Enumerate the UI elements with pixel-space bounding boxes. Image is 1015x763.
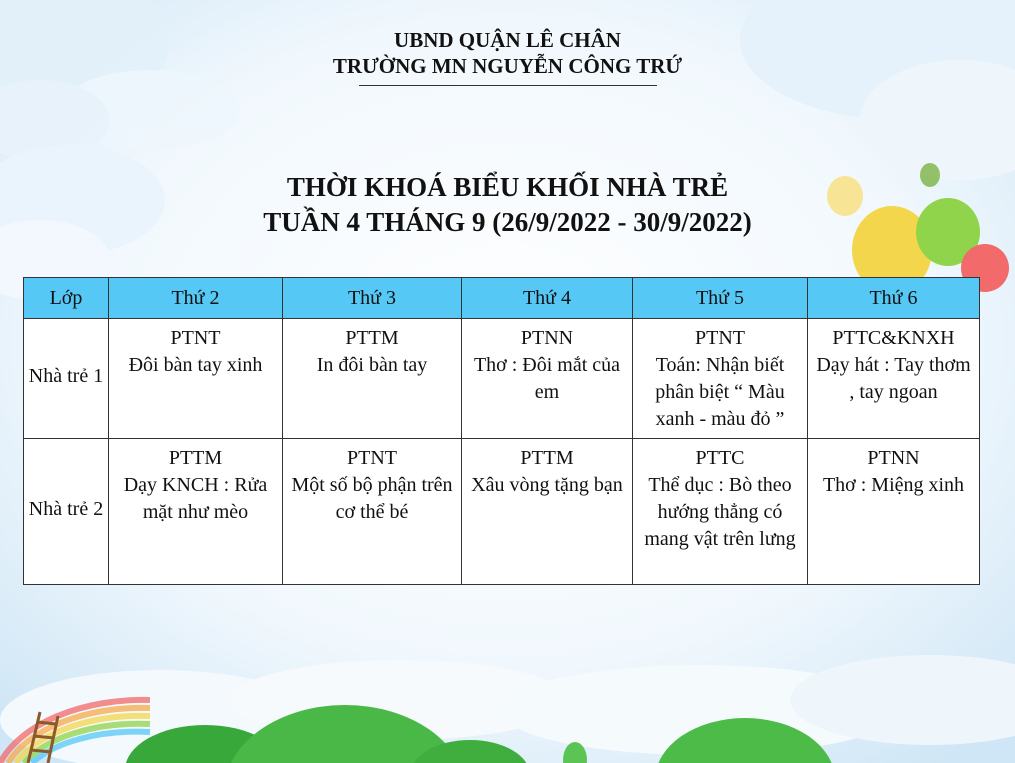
schedule-cell bbox=[283, 439, 462, 585]
activity: Dạy hát : Tay thơm , tay ngoan bbox=[816, 354, 971, 403]
col-header-tuesday: Thứ 3 bbox=[283, 278, 462, 319]
schedule-cell bbox=[109, 319, 283, 439]
activity: Thơ : Đôi mắt của em bbox=[473, 354, 621, 403]
activity: Dạy KNCH : Rửa mặt như mèo bbox=[123, 474, 268, 523]
schedule-cell bbox=[808, 319, 980, 439]
activity: Toán: Nhận biết phân biệt “ Màu xanh - màu đỏ ” bbox=[655, 354, 785, 430]
schedule-cell bbox=[109, 439, 283, 585]
schedule-cell bbox=[808, 439, 980, 585]
col-header-wednesday: Thứ 4 bbox=[462, 278, 633, 319]
title-main: THỜI KHOÁ BIỂU KHỐI NHÀ TRẺ bbox=[286, 172, 729, 202]
schedule-cell bbox=[462, 439, 633, 585]
col-header-class: Lớp bbox=[24, 278, 109, 319]
class-name-cell bbox=[24, 319, 109, 439]
col-header-monday: Thứ 2 bbox=[109, 278, 283, 319]
learning-area: PTNT bbox=[347, 447, 397, 469]
table-header-row bbox=[24, 278, 980, 319]
learning-area: PTTM bbox=[345, 327, 399, 349]
table-row bbox=[24, 319, 980, 439]
learning-area: PTTC bbox=[695, 447, 745, 469]
schedule-cell bbox=[283, 319, 462, 439]
activity: Thơ : Miệng xinh bbox=[822, 474, 965, 496]
table-row bbox=[24, 439, 980, 585]
district-name: UBND QUẬN LÊ CHÂN bbox=[394, 28, 621, 52]
schedule-cell bbox=[462, 319, 633, 439]
school-header bbox=[0, 27, 1015, 86]
learning-area: PTTM bbox=[520, 447, 574, 469]
col-header-friday: Thứ 6 bbox=[808, 278, 980, 319]
class-name: Nhà trẻ 1 bbox=[28, 365, 104, 387]
col-header-thursday: Thứ 5 bbox=[633, 278, 808, 319]
page-title bbox=[0, 170, 1015, 240]
header-divider bbox=[359, 85, 657, 86]
activity: Đôi bàn tay xinh bbox=[128, 354, 263, 376]
class-name-cell bbox=[24, 439, 109, 585]
learning-area: PTTC&KNXH bbox=[832, 327, 955, 349]
activity: Xâu vòng tặng bạn bbox=[471, 474, 623, 496]
schedule-cell bbox=[633, 319, 808, 439]
activity: In đôi bàn tay bbox=[316, 354, 428, 376]
school-name: TRƯỜNG MN NGUYỄN CÔNG TRỨ bbox=[332, 54, 683, 78]
learning-area: PTNN bbox=[867, 447, 920, 469]
schedule-cell bbox=[633, 439, 808, 585]
activity: Thể dục : Bò theo hướng thẳng có mang vật trên lưng bbox=[644, 474, 796, 550]
learning-area: PTNN bbox=[520, 327, 574, 349]
class-name: Nhà trẻ 2 bbox=[28, 498, 104, 520]
activity: Một số bộ phận trên cơ thể bé bbox=[291, 474, 453, 523]
title-week: TUẦN 4 THÁNG 9 (26/9/2022 - 30/9/2022) bbox=[263, 207, 752, 237]
learning-area: PTTM bbox=[168, 447, 223, 469]
learning-area: PTNT bbox=[170, 327, 221, 349]
learning-area: PTNT bbox=[695, 327, 745, 349]
timetable bbox=[23, 277, 980, 585]
